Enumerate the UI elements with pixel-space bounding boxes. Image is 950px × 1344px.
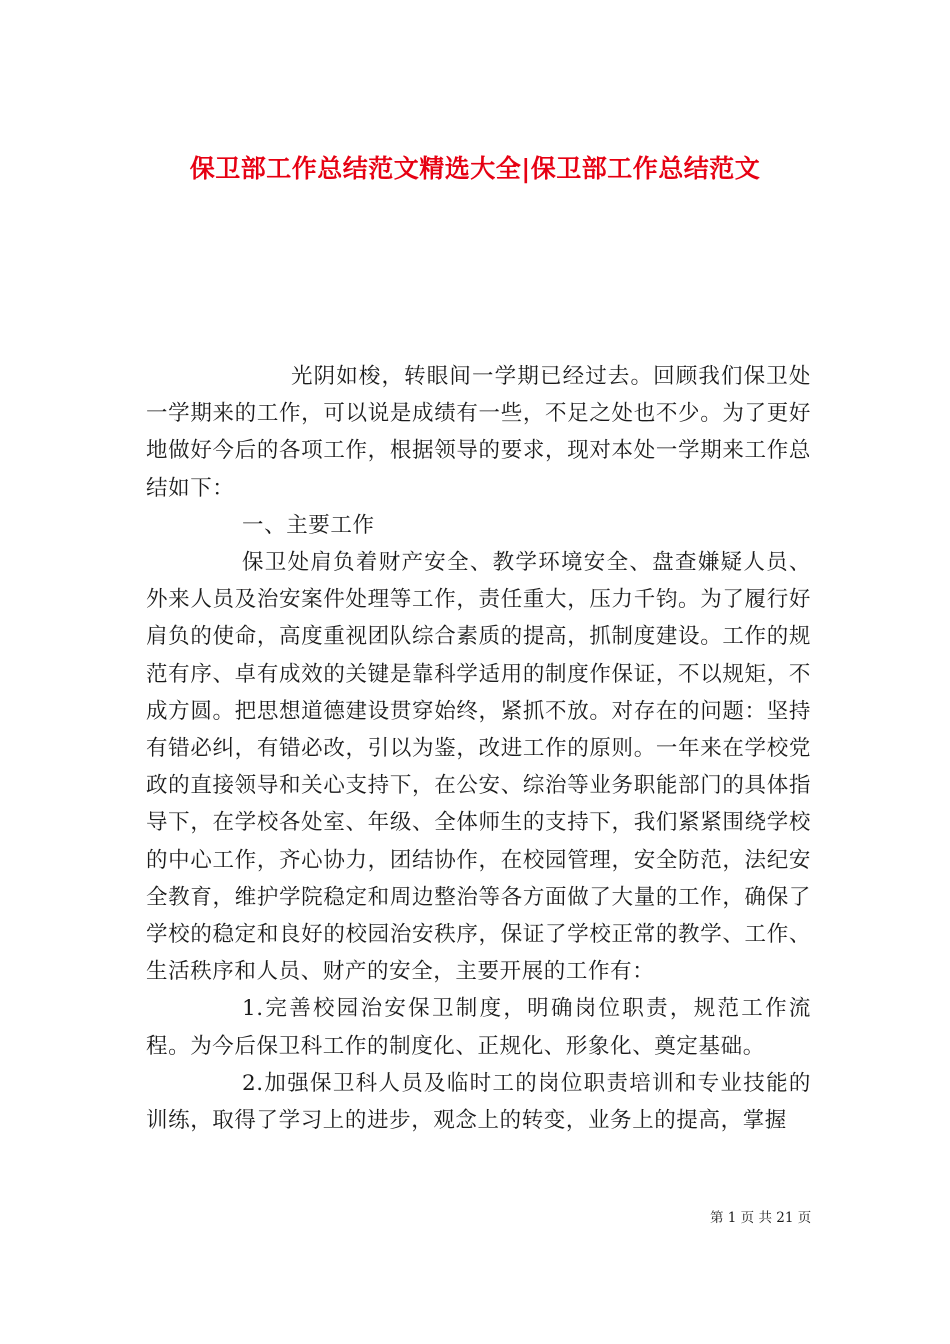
paragraph-item-1: 1.完善校园治安保卫制度，明确岗位职责，规范工作流程。为今后保卫科工作的制度化、正规化、形象化、奠定基础。 [146, 996, 811, 1059]
paragraph-main-work: 保卫处肩负着财产安全、教学环境安全、盘查嫌疑人员、外来人员及治安案件处理等工作，责任重大，压力千钧。为了履行好肩负的使命，高度重视团队综合素质的提高，抓制度建设。工作的规范有序、卓有成效的关键是靠科学适用的制度作保证，不以规矩，不成方圆。把思想道德建设贯穿始终，紧抓不放。对存在的问题：坚持有错必纠，有错必改，引以为鉴，改进工作的原则。一年来在学校党政的直接领导和关心支持下，在公安、综治等业务职能部门的具体指导下，在学校各处室、年级、全体师生的支持下，我们紧紧围绕学校的中心工作，齐心协力，团结协作，在校园管理，安全防范，法纪安全教育，维护学院稳定和周边整治等各方面做了大量的工作，确保了学校的稳定和良好的校园治安秩序，保证了学校正常的教学、工作、生活秩序和人员、财产的安全，主要开展的工作有： [146, 550, 811, 985]
document-title: 保卫部工作总结范文精选大全|保卫部工作总结范文 [189, 153, 761, 183]
section-heading: 一、主要工作 [242, 512, 375, 538]
document-body [146, 358, 811, 1139]
paragraph-intro: 光阴如梭，转眼间一学期已经过去。回顾我们保卫处一学期来的工作，可以说是成绩有一些，不足之处也不少。为了更好地做好今后的各项工作，根据领导的要求，现对本处一学期来工作总结如下： [146, 364, 811, 501]
paragraph-item-2: 2.加强保卫科人员及临时工的岗位职责培训和专业技能的训练，取得了学习上的进步，观念上的转变，业务上的提高，掌握 [146, 1070, 811, 1134]
page-number-footer: 第 1 页 共 21 页 [710, 1210, 812, 1226]
